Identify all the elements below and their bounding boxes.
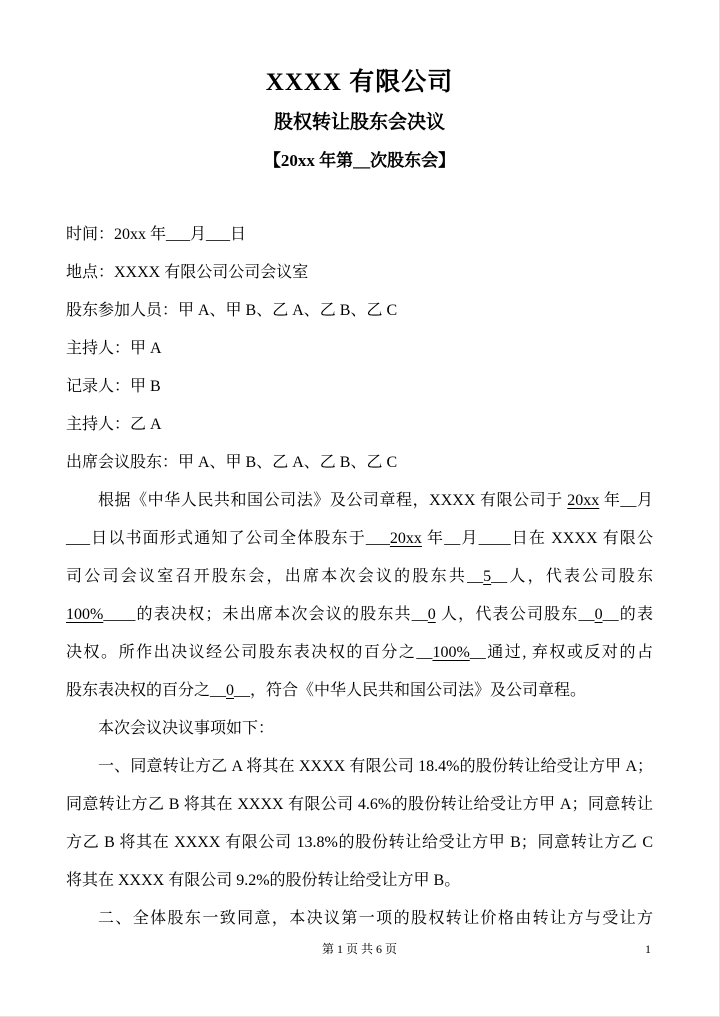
text-segment: 根据《中华人民共和国公司法》及公司章程，XXXX 有限公司于 — [98, 492, 568, 509]
text-segment: 股东表决权的百分之__ — [66, 682, 227, 699]
text-line — [66, 596, 653, 634]
text-segment: 同意转让方乙 B 将其在 XXXX 有限公司 4.6%的股份转让给受让方甲 A；同意转让 — [66, 796, 653, 813]
text-segment: 主持人：乙 A — [66, 416, 162, 433]
text-segment: 方乙 B 将其在 XXXX 有限公司 13.8%的股份转让给受让方甲 B；同意转让方乙 C — [66, 834, 653, 851]
filled-blank-value: 0 — [594, 606, 603, 623]
text-segment: __人，代表公司股东 — [491, 568, 653, 585]
text-line — [66, 824, 653, 862]
document-title: XXXX 有限公司 — [265, 69, 454, 96]
text-segment: 地点：XXXX 有限公司公司会议室 — [66, 264, 309, 281]
filled-blank-value: 0 — [427, 606, 436, 623]
text-segment: 司公司会议室召开股东会，出席本次会议的股东共__ — [66, 568, 484, 585]
text-segment: 二、全体股东一致同意，本决议第一项的股权转让价格由转让方与受让方 — [98, 910, 653, 927]
text-segment: 股东参加人员：甲 A、甲 B、乙 A、乙 B、乙 C — [66, 302, 398, 319]
text-line — [66, 368, 653, 406]
text-line — [66, 748, 653, 786]
text-line — [66, 292, 653, 330]
filled-blank-value: 20xx — [389, 530, 422, 547]
text-line — [66, 520, 653, 558]
text-line — [66, 558, 653, 596]
text-segment: 时间：20xx 年___月___日 — [66, 226, 247, 243]
text-segment: __，符合《中华人民共和国公司法》及公司章程。 — [234, 682, 587, 699]
text-line — [66, 482, 653, 520]
text-line — [66, 634, 653, 672]
filled-blank-value: 0 — [226, 682, 235, 699]
meeting-info-section — [66, 216, 653, 482]
filled-blank-value: 100% — [66, 606, 104, 623]
text-segment: __通过, 弃权或反对的占 — [469, 644, 653, 661]
text-line — [66, 672, 653, 710]
text-line — [66, 254, 653, 292]
text-line — [66, 786, 653, 824]
text-segment: __的表 — [602, 606, 653, 623]
document-body — [66, 216, 653, 938]
text-segment: 人，代表公司股东__ — [435, 606, 595, 623]
resolution-two-paragraph — [66, 900, 653, 938]
meeting-session-label: 【20xx 年第__次股东会】 — [263, 151, 456, 170]
text-line — [66, 444, 653, 482]
text-segment: 将其在 XXXX 有限公司 9.2%的股份转让给受让方甲 B。 — [66, 872, 461, 889]
text-segment: 出席会议股东：甲 A、甲 B、乙 A、乙 B、乙 C — [66, 454, 398, 471]
text-segment: ___日以书面形式通知了公司全体股东于___ — [66, 530, 390, 547]
text-segment: 年__月 — [599, 492, 653, 509]
footer-page-info: 第 1 页 共 6 页 — [321, 942, 397, 956]
text-line — [66, 330, 653, 368]
resolution-one-paragraph — [66, 748, 653, 900]
filled-blank-value: 20xx — [567, 492, 600, 509]
text-line — [66, 216, 653, 254]
text-line — [66, 900, 653, 938]
agenda-intro: 本次会议决议事项如下： — [98, 720, 275, 737]
text-segment: ____的表决权；未出席本次会议的股东共__ — [103, 606, 428, 623]
document-subtitle: 股权转让股东会决议 — [273, 112, 445, 133]
text-segment: 记录人：甲 B — [66, 378, 161, 395]
text-segment: 一、同意转让方乙 A 将其在 XXXX 有限公司 18.4%的股份转让给受让方甲 A； — [98, 758, 653, 775]
notice-paragraph — [66, 482, 653, 710]
text-segment: 主持人：甲 A — [66, 340, 162, 357]
text-line — [66, 862, 653, 900]
text-segment: 年__月____日在 XXXX 有限公 — [421, 530, 653, 547]
text-line — [66, 406, 653, 444]
text-segment: 决权。所作出决议经公司股东表决权的百分之__ — [66, 644, 433, 661]
filled-blank-value: 5 — [483, 568, 492, 585]
footer-page-number: 1 — [645, 942, 651, 956]
filled-blank-value: 100% — [432, 644, 470, 661]
